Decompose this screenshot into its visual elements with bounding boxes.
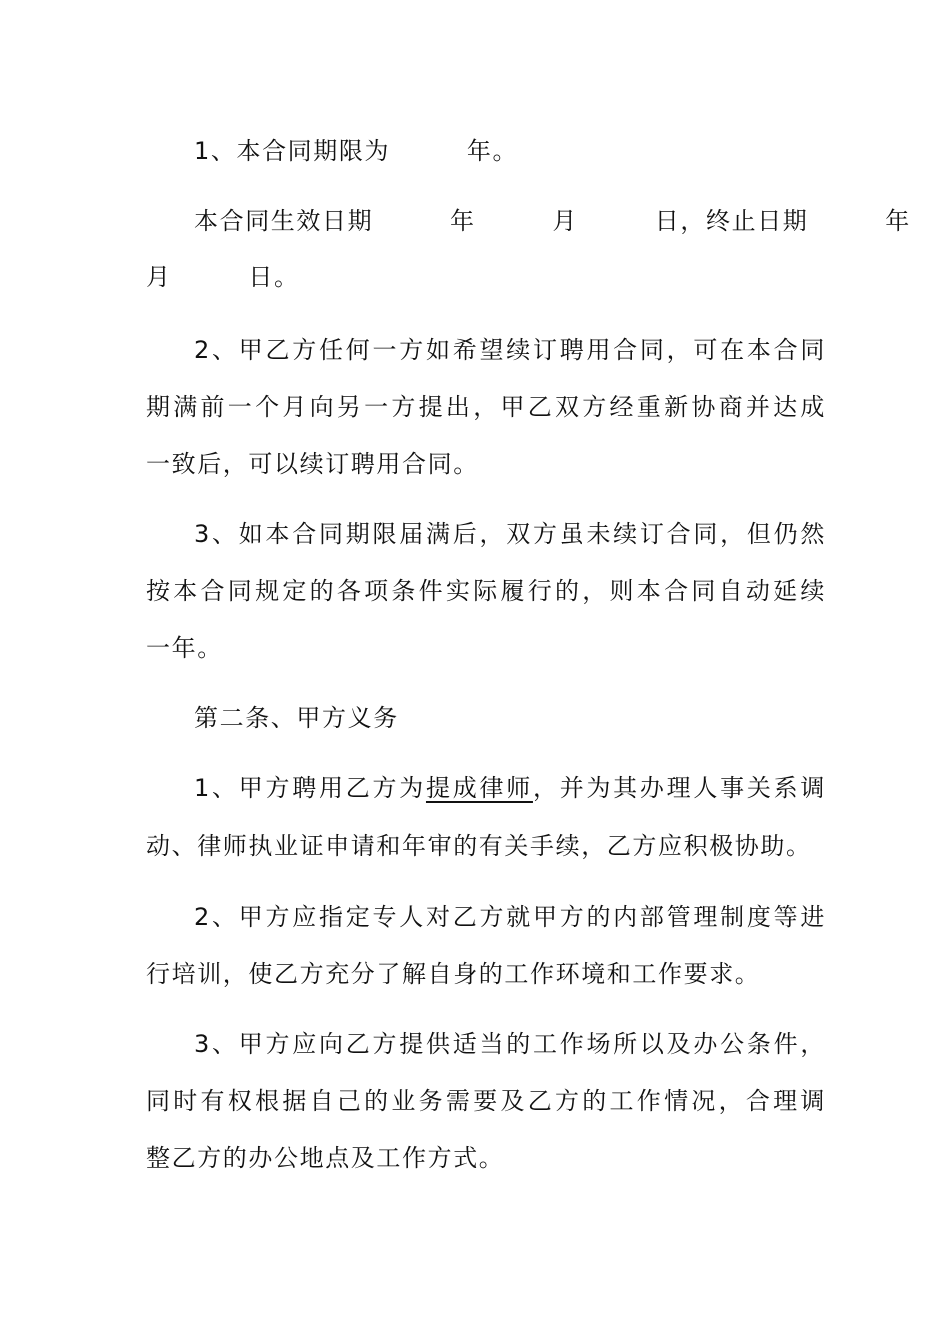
paragraph-hiring-text-after: ，并为其办理人事关系调 xyxy=(532,774,826,802)
paragraph-auto-extension-line-1: 3、如本合同期限届满后，双方虽未续订合同，但仍然 xyxy=(194,520,826,548)
paragraph-renewal-line-3: 一致后，可以续订聘用合同。 xyxy=(146,450,479,478)
paragraph-training-line-1: 2、甲方应指定专人对乙方就甲方的内部管理制度等进 xyxy=(194,903,826,931)
paragraph-auto-extension-line-3: 一年。 xyxy=(146,634,223,662)
paragraph-hiring-line-2: 动、律师执业证申请和年审的有关手续，乙方应积极协助。 xyxy=(146,832,812,860)
paragraph-effective-date-line-1: 本合同生效日期 年 月 日，终止日期 年 xyxy=(194,207,911,235)
paragraph-hiring-line-1 xyxy=(194,771,826,805)
paragraph-term-length: 1、本合同期限为 年。 xyxy=(194,137,519,165)
paragraph-renewal-line-1: 2、甲乙方任何一方如希望续订聘用合同，可在本合同 xyxy=(194,336,826,364)
paragraph-renewal-line-2: 期满前一个月向另一方提出，甲乙双方经重新协商并达成 xyxy=(146,393,826,421)
paragraph-auto-extension-line-2: 按本合同规定的各项条件实际履行的，则本合同自动延续 xyxy=(146,577,826,605)
underlined-position-title: 提成律师 xyxy=(425,774,533,802)
section-heading-party-a-obligations: 第二条、甲方义务 xyxy=(194,704,399,732)
paragraph-workplace-line-3: 整乙方的办公地点及工作方式。 xyxy=(146,1144,505,1172)
paragraph-workplace-line-1: 3、甲方应向乙方提供适当的工作场所以及办公条件， xyxy=(194,1030,826,1058)
paragraph-hiring-text-before: 1、甲方聘用乙方为 xyxy=(194,774,426,802)
paragraph-training-line-2: 行培训，使乙方充分了解自身的工作环境和工作要求。 xyxy=(146,960,761,988)
paragraph-effective-date-line-2: 月 日。 xyxy=(146,263,300,291)
paragraph-workplace-line-2: 同时有权根据自己的业务需要及乙方的工作情况，合理调 xyxy=(146,1087,826,1115)
